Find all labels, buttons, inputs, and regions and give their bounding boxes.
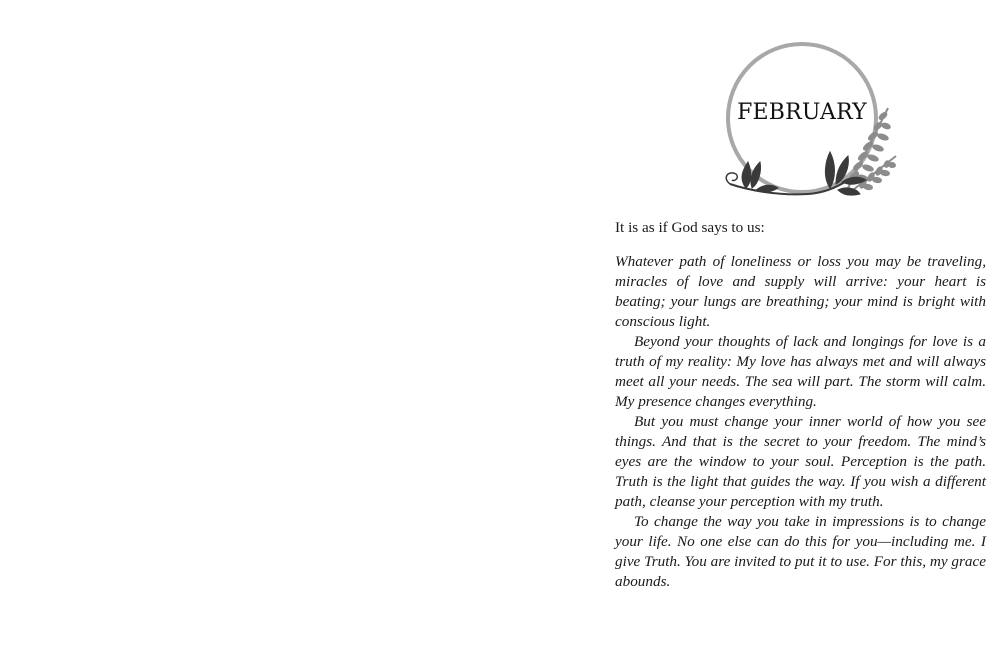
month-title: FEBRUARY bbox=[737, 100, 867, 125]
leaf-vine-icon bbox=[726, 152, 866, 195]
quote-paragraph: Beyond your thoughts of lack and longings for love is a truth of my reality: My love has always met and will always meet all your needs. The sea will part. The storm will calm. My presence changes everything. bbox=[615, 333, 986, 410]
quote-block bbox=[615, 252, 986, 592]
page-body bbox=[615, 218, 986, 592]
quote-paragraph: To change the way you take in impressions is to change your life. No one else can do this for you—including me. I give Truth. You are invited to put it to use. For this, my grace abounds. bbox=[615, 513, 986, 590]
intro-line: It is as if God says to us: bbox=[615, 219, 765, 236]
quote-paragraph: But you must change your inner world of how you see things. And that is the secret to your freedom. The mind’s eyes are the window to your soul. Perception is the path. Truth is the light that guides the way. If you wish a different path, cleanse your perception with my truth. bbox=[615, 413, 986, 510]
quote-paragraph: Whatever path of loneliness or loss you may be traveling, miracles of love and supply will arrive: your heart is beating; your lungs are breathing; your mind is bright with conscious light. bbox=[615, 253, 986, 330]
